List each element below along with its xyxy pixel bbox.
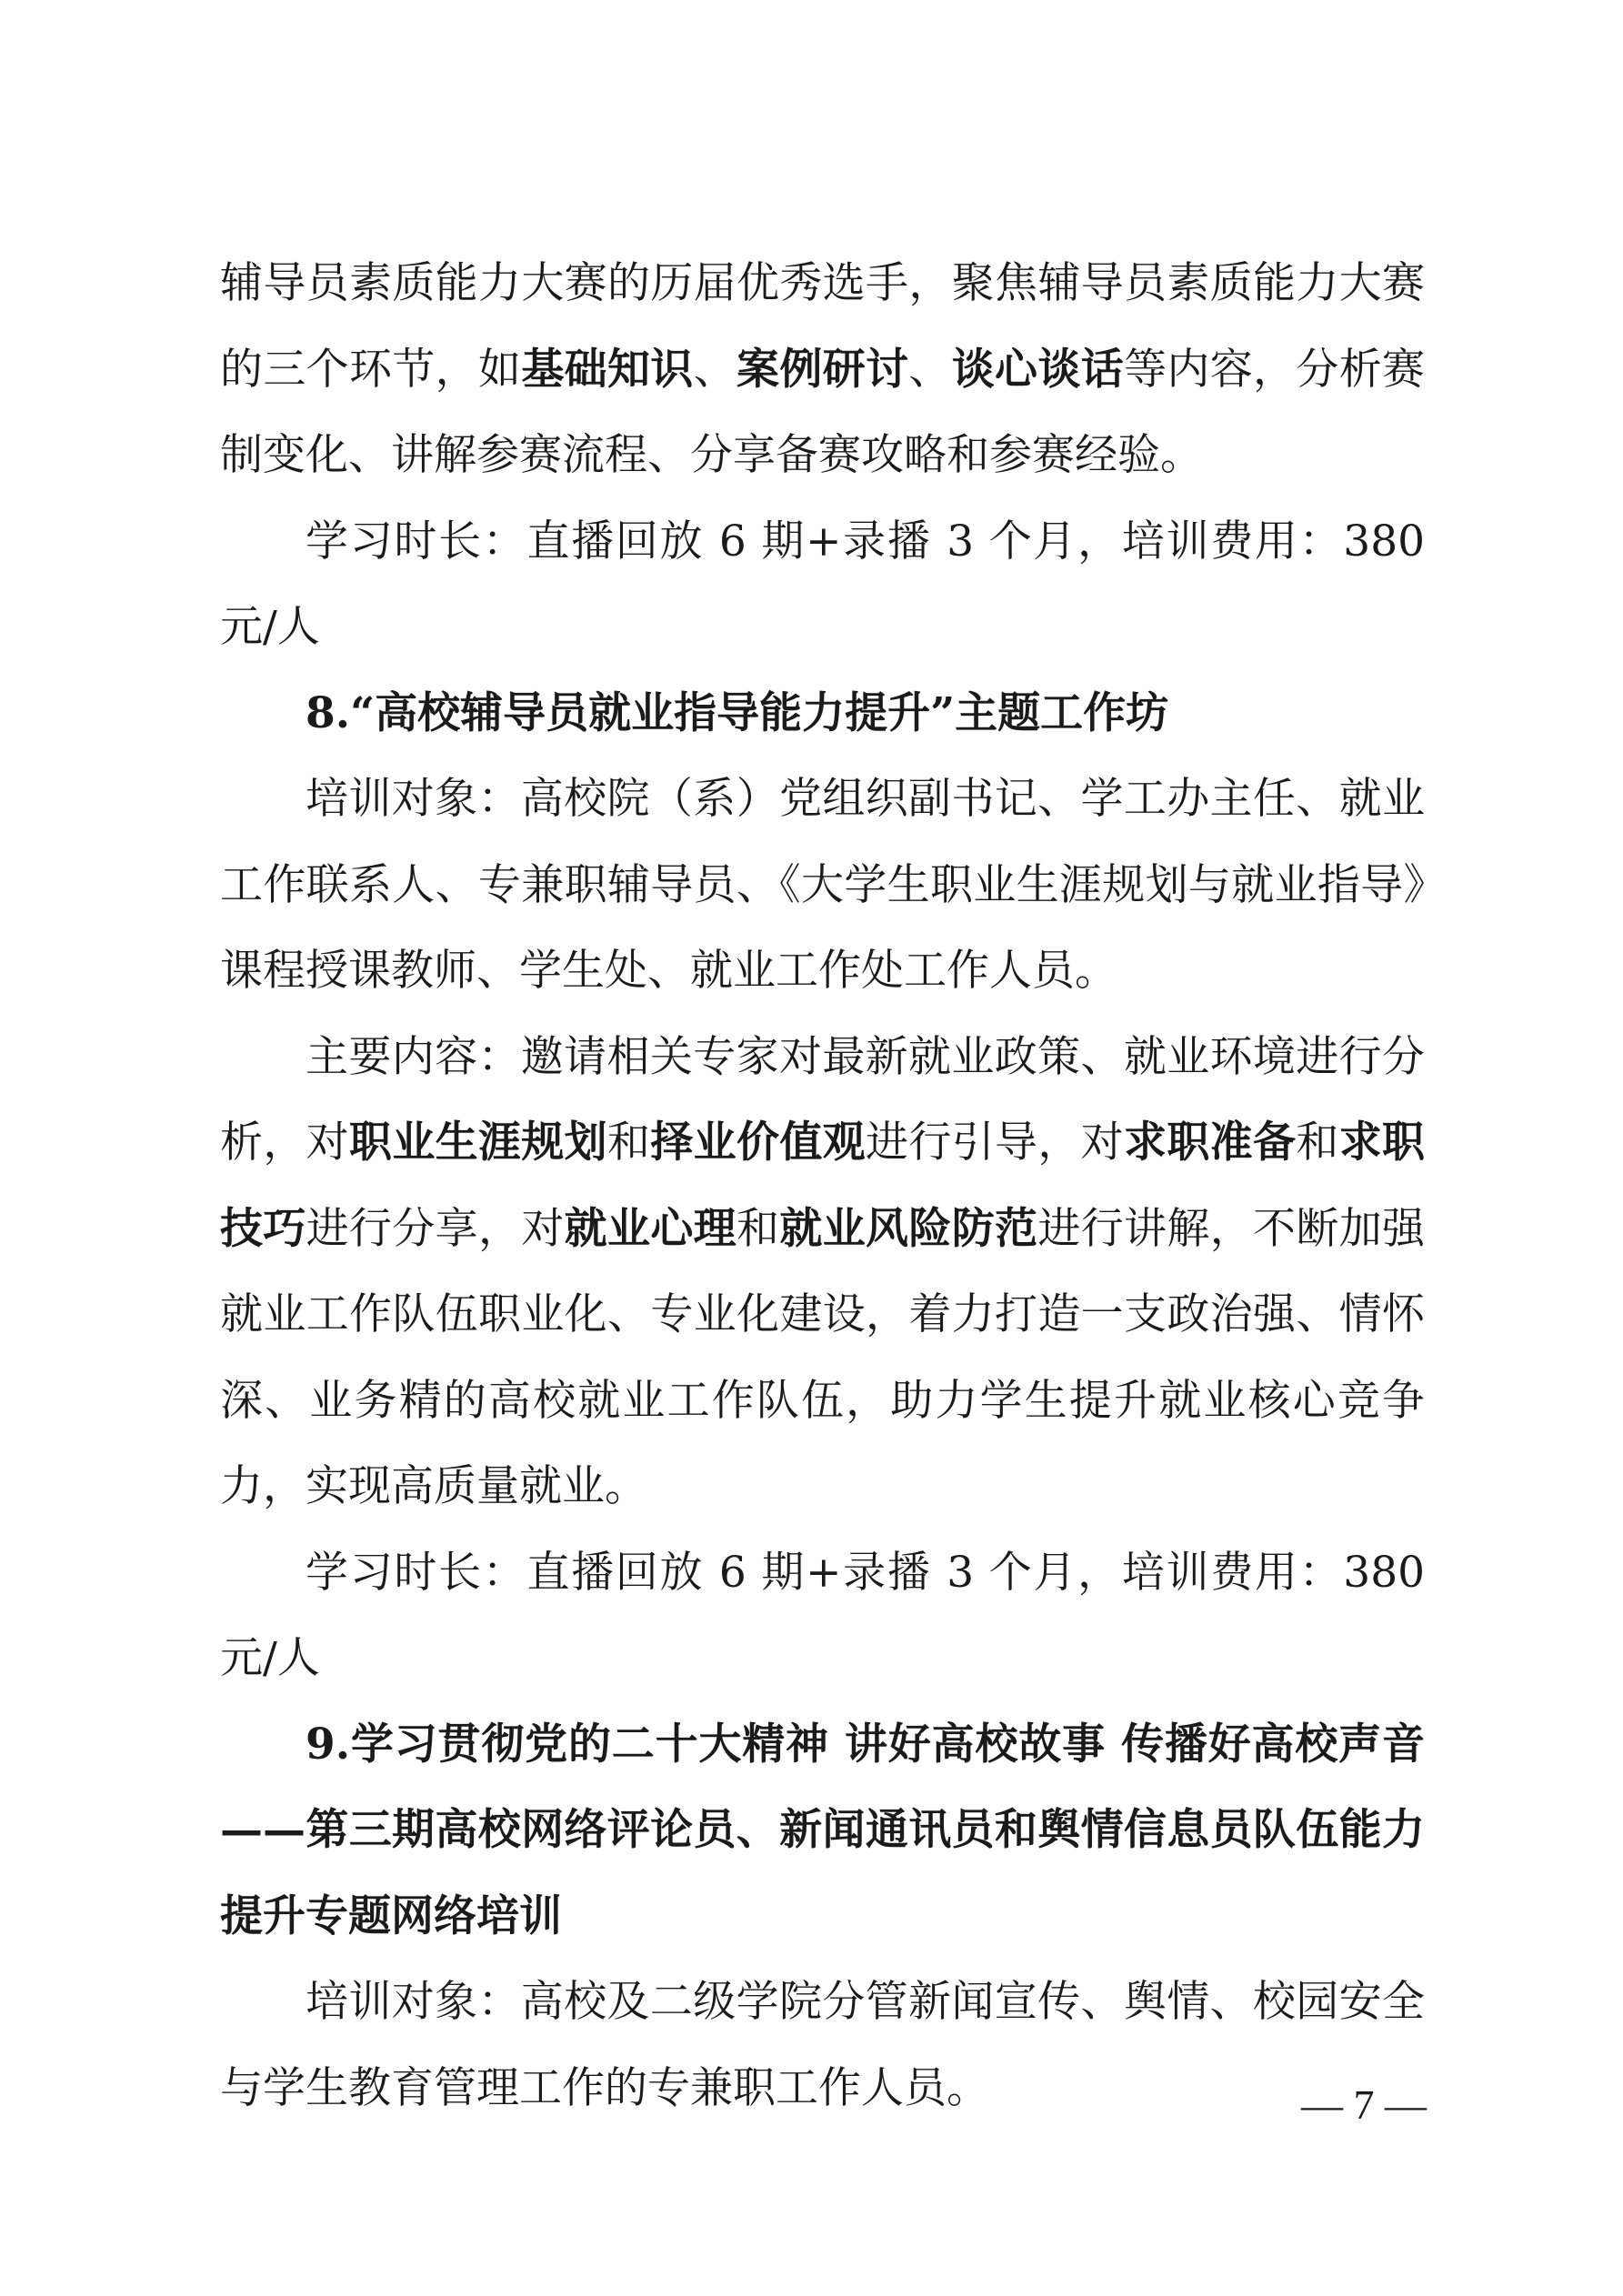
bold-term: 职业生涯规划 [349,1118,607,1168]
bold-term: 择业价值观 [650,1118,867,1168]
text-run: 等内容，分析赛制变化、讲解参赛流程、分享备赛攻略和参赛经验。 [220,344,1426,480]
bold-term: 求职技巧 [220,1118,1426,1254]
bold-term: 求职准备 [1124,1118,1297,1168]
text-run: 和 [1296,1118,1339,1168]
section-heading-9: 9.学习贯彻党的二十大精神 讲好高校故事 传播好高校声音——第三期高校网络评论员、新闻通讯员和舆情信息员队伍能力提升专题网络培训 [220,1719,1425,1941]
bold-term: 就业风险防范 [779,1203,1038,1254]
text-run: 辅导员素质能力大赛的历届优秀选手，聚焦辅导员素质能力大赛的三个环节，如 [220,258,1425,395]
bold-term: 就业心理 [564,1203,737,1254]
text-run: 和 [607,1118,651,1168]
text-run: 、 [693,344,737,395]
page-number: — 7 — [1301,2081,1427,2128]
intro-paragraph [220,241,1425,499]
bold-term-basic-knowledge: 基础知识 [521,344,694,395]
duration-paragraph-1: 学习时长：直播回放 6 期+录播 3 个月，培训费用：380 元/人 [220,516,1425,652]
document-body [220,241,1425,2131]
text-run: 、 [908,344,952,395]
text-run: 进行讲解，不断加强就业工作队伍职业化、专业化建设，着力打造一支政治强、情怀深、业务精的高校就业工作队伍，助力学生提升就业核心竞争力，实现高质量就业。 [220,1203,1426,1511]
content-paragraph-8 [220,1015,1425,1530]
target-paragraph-9: 培训对象：高校及二级学院分管新闻宣传、舆情、校园安全与学生教育管理工作的专兼职工作人员。 [220,1977,1425,2113]
target-paragraph-8: 培训对象：高校院（系）党组织副书记、学工办主任、就业工作联系人、专兼职辅导员、《大学生职业生涯规划与就业指导》课程授课教师、学生处、就业工作处工作人员。 [220,774,1425,996]
text-run: 主要内容：邀请相关专家对最新就业政策、就业环境进行分析，对 [220,1031,1425,1168]
text-run: 和 [736,1203,780,1254]
text-run: 进行分享，对 [306,1203,565,1254]
bold-term-heart-talk: 谈心谈话 [951,344,1125,395]
duration-paragraph-2: 学习时长：直播回放 6 期+录播 3 个月，培训费用：380 元/人 [220,1547,1425,1683]
section-heading-8: 8.“高校辅导员就业指导能力提升”主题工作坊 [306,687,1169,738]
bold-term-case-study: 案例研讨 [736,344,909,395]
text-run: 进行引导，对 [866,1118,1125,1168]
